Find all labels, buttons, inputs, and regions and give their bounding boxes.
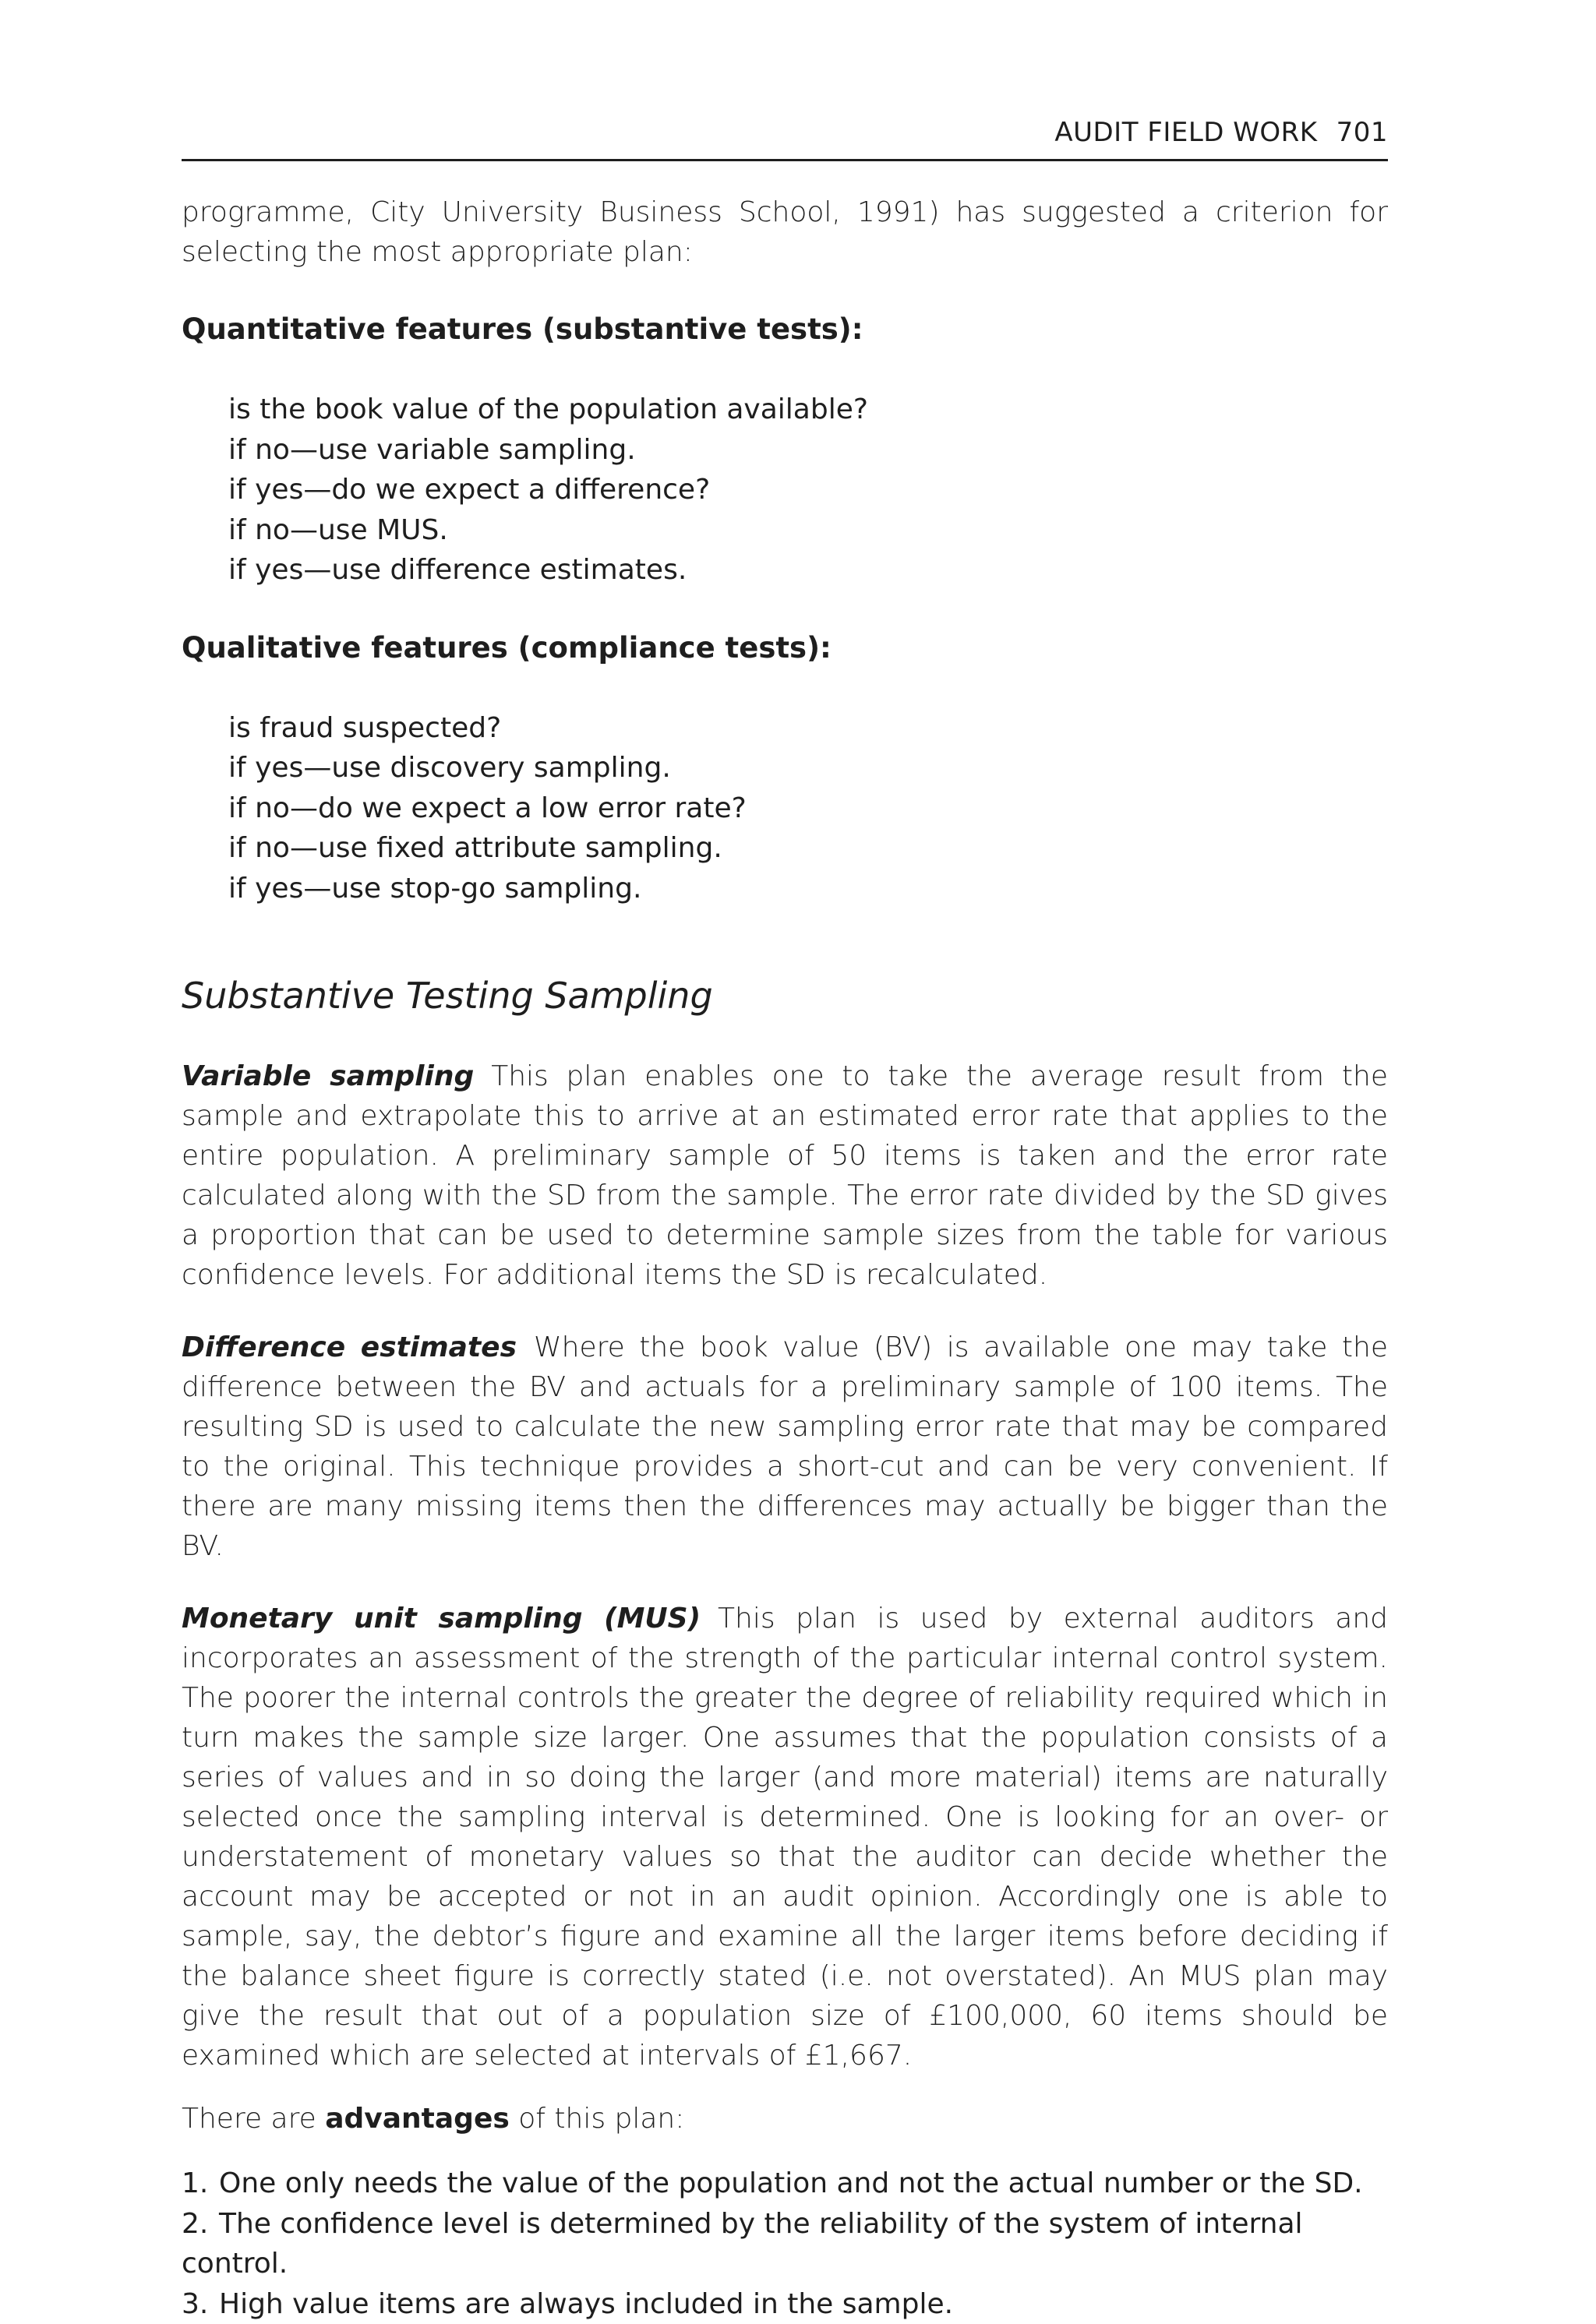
criterion-line: if no—use fixed attribute sampling. (228, 828, 1388, 869)
list-item (182, 2164, 1388, 2204)
running-header (182, 117, 1388, 161)
list-item (182, 2204, 1388, 2284)
book-page (182, 117, 1388, 2324)
list-item-text: The confidence level is determined by the reliability of the system of internal control. (182, 2208, 1303, 2280)
advantages-list (182, 2164, 1388, 2324)
criterion-line: if yes—use discovery sampling. (228, 748, 1388, 788)
list-item-text: One only needs the value of the population and not the actual number or the SD. (219, 2167, 1363, 2199)
advantages-intro-before: There are (182, 2103, 325, 2135)
list-item-number: 3. (182, 2284, 219, 2324)
intro-paragraph: programme, City University Business School, 1991) has suggested a criterion for selecting the most appropriate plan: (182, 192, 1388, 272)
section-title: Substantive Testing Sampling (182, 972, 1388, 1019)
variable-sampling-term: Variable sampling (182, 1060, 474, 1092)
criterion-line: is the book value of the population available? (228, 390, 1388, 430)
running-title: AUDIT FIELD WORK (1054, 117, 1317, 148)
difference-estimates-term: Difference estimates (182, 1331, 517, 1363)
criterion-line: is fraud suspected? (228, 708, 1388, 749)
page-number: 701 (1336, 117, 1388, 148)
advantages-intro-after: of this plan: (510, 2103, 685, 2135)
list-item-number: 2. (182, 2204, 219, 2245)
quantitative-criteria (228, 390, 1388, 591)
mus-paragraph (182, 1599, 1388, 2075)
mus-term: Monetary unit sampling (MUS) (182, 1603, 701, 1635)
criterion-line: if no—use MUS. (228, 510, 1388, 551)
advantages-keyword: advantages (325, 2103, 510, 2135)
variable-sampling-text: This plan enables one to take the average result from the sample and extrapolate this to arrive at an estimated error rate that applies to the entire population. A preliminary sample of 50 items is taken and the error rate calculated along with the SD from the sample. The error rate divided by the SD gives a proportion that can be used to determine sample sizes from the table for various confidence levels. For additional items the SD is recalculated. (182, 1060, 1388, 1291)
variable-sampling-paragraph (182, 1056, 1388, 1295)
criterion-line: if no—use variable sampling. (228, 430, 1388, 471)
difference-estimates-text: Where the book value (BV) is available one may take the difference between the BV and actuals for a preliminary sample of 100 items. The resulting SD is used to calculate the new sampling error rate that may be compared to the original. This technique provides a short-cut and can be very convenient. If there are many missing items then the differences may actually be bigger than the BV. (182, 1331, 1388, 1562)
criterion-line: if yes—do we expect a difference? (228, 470, 1388, 510)
mus-text: This plan is used by external auditors and incorporates an assessment of the strength of the particular internal control system. The poorer the internal controls the greater the degree of reliability required which in turn makes the sample size larger. One assumes that the population consists of a series of values and in so doing the larger (and more material) items are naturally selected once the sampling interval is determined. One is looking for an over- or understatement of monetary values so that the auditor can decide whether the account may be accepted or not in an audit opinion. Accordingly one is able to sample, say, the debtor’s figure and examine all the larger items before deciding if the balance sheet figure is correctly stated (i.e. not overstated). An MUS plan may give the result that out of a population size of £100,000, 60 items should be examined which are selected at intervals of £1,667. (182, 1603, 1388, 2072)
criterion-line: if yes—use stop-go sampling. (228, 869, 1388, 909)
list-item (182, 2284, 1388, 2324)
quantitative-heading: Quantitative features (substantive tests): (182, 309, 1388, 349)
criterion-line: if yes—use difference estimates. (228, 550, 1388, 591)
advantages-intro (182, 2099, 1388, 2139)
qualitative-criteria (228, 708, 1388, 909)
difference-estimates-paragraph (182, 1328, 1388, 1566)
list-item-text: High value items are always included in the sample. (219, 2288, 953, 2320)
criterion-line: if no—do we expect a low error rate? (228, 788, 1388, 829)
list-item-number: 1. (182, 2164, 219, 2204)
qualitative-heading: Qualitative features (compliance tests): (182, 628, 1388, 668)
